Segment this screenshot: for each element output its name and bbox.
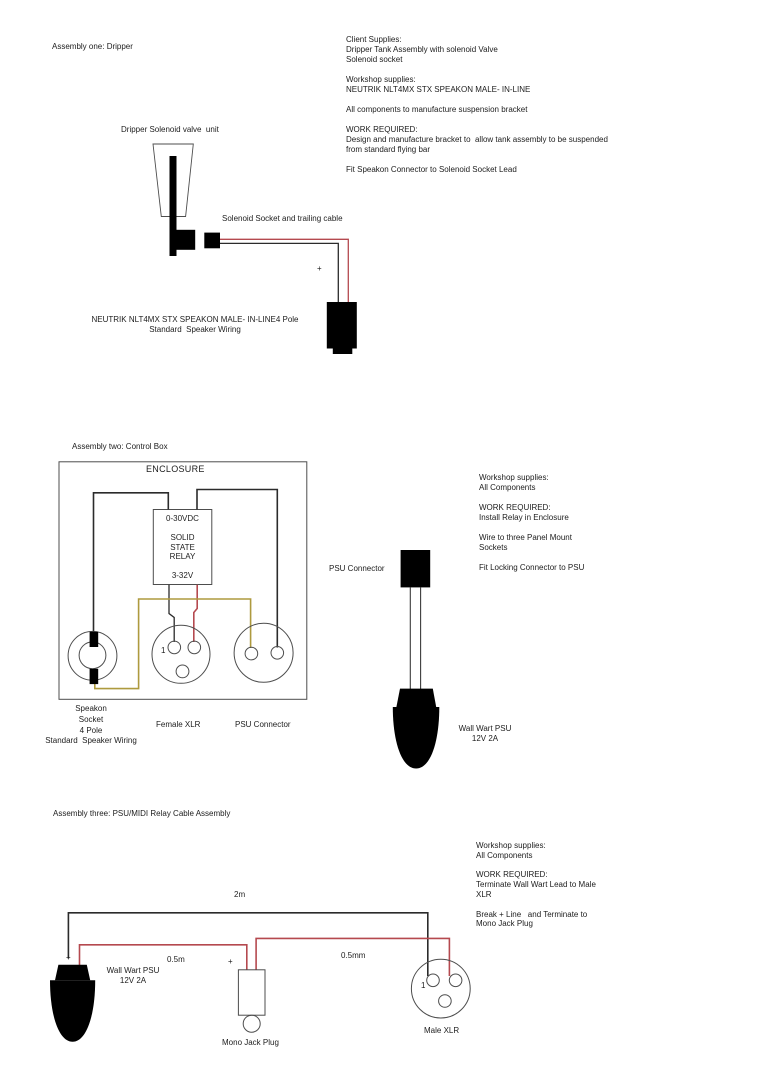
note-line: All Components — [476, 850, 533, 860]
label-line: Socket — [78, 714, 104, 724]
note-line: All components to manufacture suspension bracket — [346, 105, 528, 114]
note-line: WORK REQUIRED: — [476, 870, 548, 880]
speakon-connector-caption — [54, 315, 336, 335]
mono-jack-label: Mono Jack Plug — [222, 1038, 279, 1047]
trailing-cable-wires — [220, 239, 348, 303]
caption-line: Standard Speaker Wiring — [149, 325, 241, 334]
plus-sign: + — [66, 953, 71, 962]
psu-plug-drawing — [401, 550, 431, 689]
dripper-valve-label: Dripper Solenoid valve unit — [121, 125, 219, 134]
label-line: 12V 2A — [119, 976, 147, 985]
assembly-two-notes — [479, 473, 584, 573]
note-line: Workshop supplies: — [346, 75, 416, 84]
note-line: Workshop supplies: — [476, 841, 546, 850]
note-line: Workshop supplies: — [479, 473, 549, 482]
relay-label — [153, 533, 212, 562]
note-line: Dripper Tank Assembly with solenoid Valve — [346, 45, 498, 54]
note-line — [346, 115, 608, 125]
note-line: WORK REQUIRED: — [479, 503, 551, 512]
male-xlr-label: Male XLR — [424, 1026, 460, 1035]
note-line — [346, 65, 608, 75]
solenoid-socket-drawing — [204, 233, 220, 249]
assembly-three-title: Assembly three: PSU/MIDI Relay Cable Assembly — [53, 809, 231, 818]
relay-label-line: STATE — [170, 542, 195, 552]
length-05mm-label: 0.5mm — [341, 951, 366, 960]
note-line: Design and manufacture bracket to allow tank assembly to be suspended — [346, 135, 608, 144]
xlr-pin1-label: 1 — [161, 646, 166, 655]
label-line: 12V 2A — [471, 734, 499, 743]
relay-label-line: SOLID — [170, 533, 195, 542]
note-line: Mono Jack Plug — [476, 919, 533, 929]
enclosure-box — [59, 462, 307, 700]
dripper-valve-unit-drawing — [153, 144, 195, 256]
label-line: Standard Speaker Wiring — [45, 736, 137, 746]
note-line: All Components — [479, 483, 536, 492]
relay-label-line: RELAY — [169, 552, 196, 561]
wall-wart-psu-drawing-2 — [50, 965, 95, 1042]
wall-wart-label — [103, 966, 163, 986]
note-line: NEUTRIK NLT4MX STX SPEAKON MALE- IN-LINE — [346, 85, 531, 94]
relay-voltage-top: 0-30VDC — [166, 514, 199, 523]
caption-line: NEUTRIK NLT4MX STX SPEAKON MALE- IN-LINE4 Pole — [91, 315, 299, 324]
xlr-pin1-label: 1 — [421, 981, 426, 990]
psu-plug-label: PSU Connector — [329, 564, 385, 573]
note-line: Break + Line and Terminate to — [476, 909, 588, 919]
note-line — [346, 155, 608, 165]
enclosure-label: ENCLOSURE — [146, 464, 205, 474]
wall-wart-psu-drawing — [393, 689, 440, 769]
note-line: Terminate Wall Wart Lead to Male — [476, 880, 596, 890]
wall-wart-label — [455, 724, 515, 744]
note-line — [479, 493, 584, 503]
note-line — [479, 553, 584, 563]
mono-jack-drawing — [238, 970, 265, 1032]
solenoid-socket-label: Solenoid Socket and trailing cable — [222, 214, 343, 223]
label-line: 4 Pole — [79, 725, 103, 735]
length-2m-label: 2m — [234, 890, 246, 899]
note-line: Fit Locking Connector to PSU — [479, 563, 585, 572]
length-05m-label: 0.5m — [167, 955, 185, 964]
label-line: Wall Wart PSU — [458, 724, 512, 733]
female-xlr-label: Female XLR — [156, 720, 201, 729]
note-line — [476, 861, 596, 871]
relay-voltage-bottom: 3-32V — [171, 571, 194, 580]
speakon-socket-label — [31, 704, 151, 747]
label-line: Speakon — [75, 704, 107, 713]
note-line — [476, 900, 596, 910]
assembly-one-notes — [346, 35, 608, 175]
note-line: Install Relay in Enclosure — [479, 513, 569, 522]
plus-sign: + — [228, 957, 233, 966]
note-line: XLR — [476, 889, 492, 899]
note-line: WORK REQUIRED: — [346, 125, 418, 134]
note-line: Solenoid socket — [346, 55, 403, 64]
note-line — [346, 95, 608, 105]
note-line: from standard flying bar — [346, 145, 431, 154]
psu-connector-drawing — [234, 623, 293, 682]
plus-sign: + — [317, 264, 322, 273]
note-line: Wire to three Panel Mount — [479, 533, 572, 542]
note-line: Sockets — [479, 543, 508, 552]
assembly-three-notes — [476, 841, 596, 929]
label-line: Wall Wart PSU — [106, 966, 160, 975]
note-line — [479, 523, 584, 533]
note-line: Fit Speakon Connector to Solenoid Socket Lead — [346, 165, 517, 174]
assembly-two-title: Assembly two: Control Box — [72, 442, 168, 451]
note-line: Client Supplies: — [346, 35, 402, 44]
psu-connector-label: PSU Connector — [235, 720, 291, 729]
speakon-socket-drawing — [68, 631, 117, 684]
assembly-one-title: Assembly one: Dripper — [52, 42, 133, 51]
